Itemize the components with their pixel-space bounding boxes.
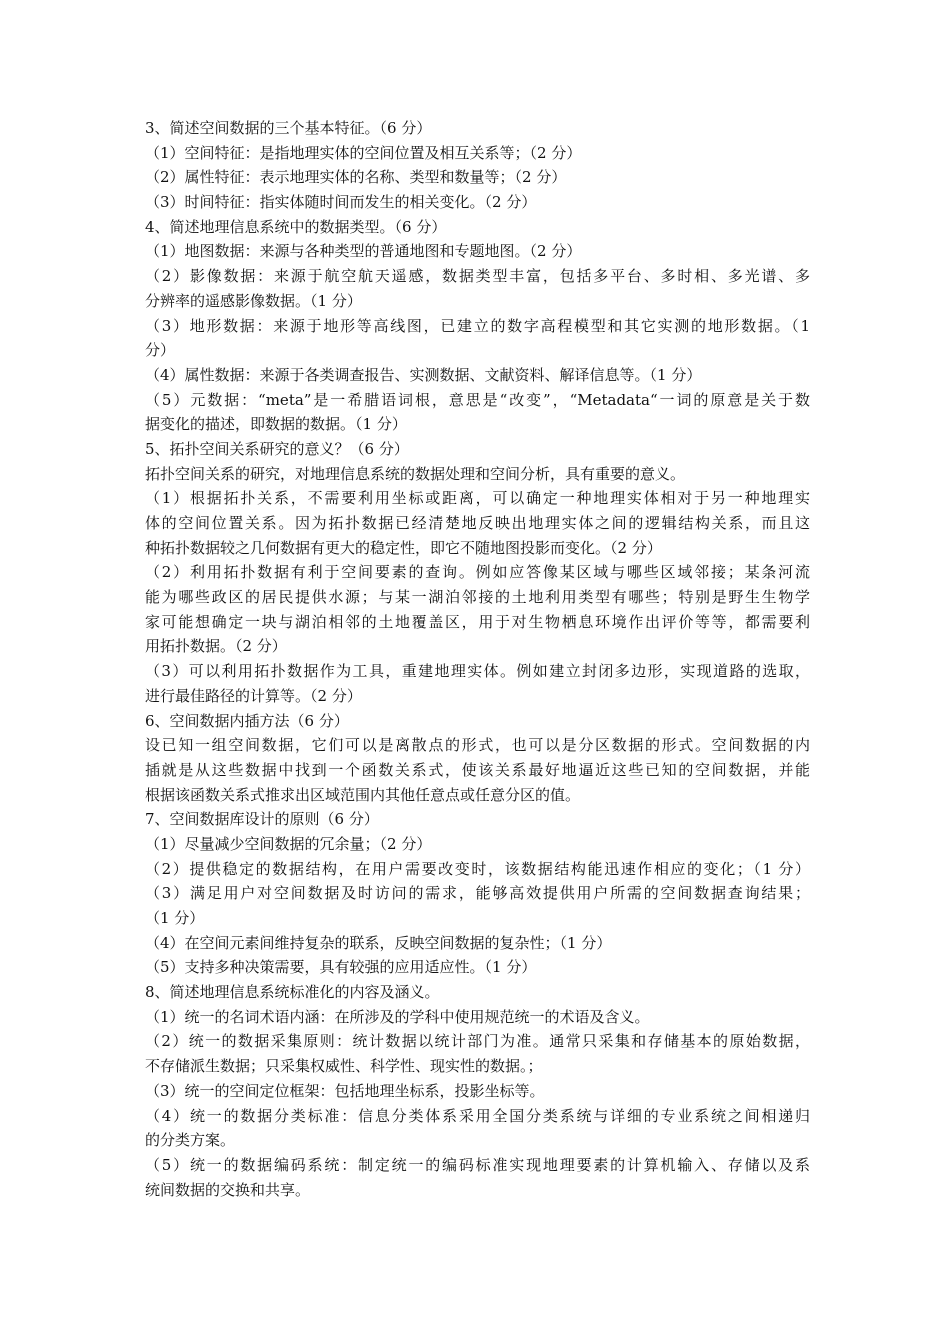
text-line: （5）统一的数据编码系统：制定统一的编码标准实现地理要素的计算机输入、存储以及系 [145, 1155, 810, 1174]
text-line: 据变化的描述，即数据的数据。（1 分） [145, 415, 407, 434]
text-line: 体的空间位置关系。因为拓扑数据已经清楚地反映出地理实体之间的逻辑结构关系，而且这 [145, 514, 810, 532]
document-body [145, 116, 810, 1202]
text-line: 进行最佳路径的计算等。（2 分） [145, 686, 362, 705]
text-line: 3、简述空间数据的三个基本特征。（6 分） [145, 119, 432, 137]
text-line: （3）统一的空间定位框架：包括地理坐标系，投影坐标等。 [145, 1081, 545, 1100]
text-line: （1）地图数据：来源与各种类型的普通地图和专题地图。（2 分） [145, 242, 582, 261]
text-line: 不存储派生数据；只采集权威性、科学性、现实性的数据。； [145, 1057, 543, 1076]
text-line: （4）统一的数据分类标准：信息分类体系采用全国分类系统与详细的专业系统之间相递归 [145, 1106, 810, 1125]
text-line: （2）统一的数据采集原则：统计数据以统计部门为准。通常只采集和存储基本的原始数据， [145, 1032, 810, 1051]
text-line: （3）地形数据：来源于地形等高线图，已建立的数字高程模型和其它实测的地形数据。（1 [145, 316, 810, 335]
text-line: 分） [145, 341, 176, 360]
text-line: （2）提供稳定的数据结构，在用户需要改变时，该数据结构能迅速作相应的变化；（1 分） [145, 859, 810, 878]
text-line: 8、简述地理信息系统标准化的内容及涵义。 [145, 983, 440, 1002]
text-line: （1）空间特征：是指地理实体的空间位置及相互关系等；（2 分） [145, 143, 582, 162]
text-line: 分辨率的遥感影像数据。（1 分） [145, 291, 362, 310]
text-line: 7、空间数据库设计的原则（6 分） [145, 810, 379, 829]
text-line: 用拓扑数据。（2 分） [145, 637, 287, 656]
text-line: （1）根据拓扑关系，不需要利用坐标或距离，可以确定一种地理实体相对于另一种地理实 [145, 489, 810, 508]
text-line: 6、空间数据内插方法（6 分） [145, 711, 349, 730]
text-line: （4）属性数据：来源于各类调查报告、实测数据、文献资料、解译信息等。（1 分） [145, 365, 702, 384]
text-line: 4、简述地理信息系统中的数据类型。（6 分） [145, 217, 447, 236]
text-line: 的分类方案。 [145, 1131, 236, 1150]
text-line: 家可能想确定一块与湖泊相邻的土地覆盖区，用于对生物栖息环境作出评价等等，都需要利 [145, 612, 810, 631]
text-line: （3）满足用户对空间数据及时访问的需求，能够高效提供用户所需的空间数据查询结果； [145, 884, 810, 903]
text-line: （1）统一的名词术语内涵：在所涉及的学科中使用规范统一的术语及含义。 [145, 1007, 650, 1026]
text-line: （5）元数据：“meta”是一希腊语词根，意思是“改变”，“Metadata“一词的原意是关于数 [145, 390, 810, 409]
text-line: （1 分） [145, 909, 205, 927]
text-line: 根据该函数关系式推求出区域范围内其他任意点或任意分区的值。 [145, 785, 581, 804]
text-line: （3）可以利用拓扑数据作为工具，重建地理实体。例如建立封闭多边形，实现道路的选取， [145, 662, 810, 681]
text-line: （1）尽量减少空间数据的冗余量；（2 分） [145, 834, 432, 853]
text-line: （4）在空间元素间维持复杂的联系，反映空间数据的复杂性；（1 分） [145, 933, 612, 952]
text-line: 拓扑空间关系的研究，对地理信息系统的数据处理和空间分析，具有重要的意义。 [145, 464, 686, 483]
text-line: （2）属性特征：表示地理实体的名称、类型和数量等；（2 分） [145, 168, 567, 187]
text-line: 插就是从这些数据中找到一个函数关系式，使该关系最好地逼近这些已知的空间数据，并能 [145, 760, 810, 779]
text-line: 统间数据的交换和共享。 [145, 1180, 311, 1199]
text-line: （3）时间特征：指实体随时间而发生的相关变化。（2 分） [145, 193, 537, 212]
text-line: （2）影像数据：来源于航空航天遥感，数据类型丰富，包括多平台、多时相、多光谱、多 [145, 267, 810, 286]
text-line: 种拓扑数据较之几何数据有更大的稳定性，即它不随地图投影而变化。（2 分） [145, 538, 662, 557]
text-line: （5）支持多种决策需要，具有较强的应用适应性。（1 分） [145, 958, 537, 977]
text-line: 设已知一组空间数据，它们可以是离散点的形式，也可以是分区数据的形式。空间数据的内 [145, 736, 810, 755]
text-line: 能为哪些政区的居民提供水源；与某一湖泊邻接的土地利用类型有哪些；特别是野生生物学 [145, 588, 810, 607]
text-line: 5、拓扑空间关系研究的意义？（6 分） [145, 439, 409, 458]
text-line: （2）利用拓扑数据有利于空间要素的查询。例如应答像某区域与哪些区域邻接；某条河流 [145, 563, 810, 582]
